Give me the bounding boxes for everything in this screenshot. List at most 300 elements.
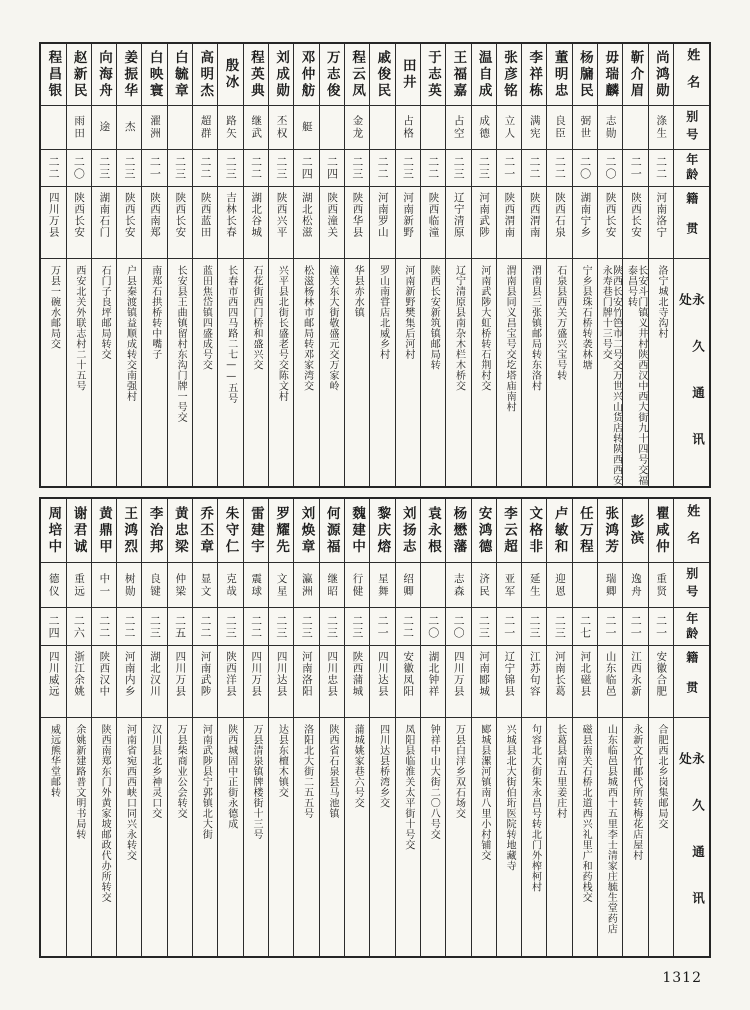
person-age-cell xyxy=(623,150,647,187)
person-name: 于志英 xyxy=(425,49,442,100)
directory-table-top xyxy=(39,42,711,488)
person-name: 程云凤 xyxy=(349,49,366,100)
person-column xyxy=(471,499,496,956)
person-native-place: 河南长葛 xyxy=(554,651,567,697)
person-native-place-cell xyxy=(446,646,470,718)
person-alias-cell xyxy=(168,106,192,150)
person-age: 二三 xyxy=(123,156,136,180)
person-name: 尚鸿勋 xyxy=(652,49,669,100)
person-native-place: 陕西蓝田 xyxy=(199,192,212,238)
person-name-cell xyxy=(244,499,268,563)
person-native-place-cell xyxy=(497,187,521,259)
person-name-cell xyxy=(67,499,91,563)
person-column xyxy=(217,499,242,956)
person-address-cell xyxy=(294,718,318,956)
person-native-place-cell xyxy=(269,187,293,259)
person-native-place: 四川万县 xyxy=(174,651,187,697)
person-native-place: 湖北谷城 xyxy=(250,192,263,238)
person-address-cell xyxy=(117,259,141,486)
person-age-cell xyxy=(649,608,673,646)
person-address: 石泉县西关万盛兴宝号转 xyxy=(554,265,566,381)
person-address-cell xyxy=(218,718,242,956)
person-address: 长春市西四马路二七——五号 xyxy=(225,265,237,404)
person-native-place-cell xyxy=(294,187,318,259)
person-age: 二二 xyxy=(401,614,415,639)
person-alias: 艇 xyxy=(300,121,313,134)
person-name: 李祥栋 xyxy=(526,49,543,100)
person-name-cell xyxy=(623,499,647,563)
person-name: 张彦铭 xyxy=(500,49,517,100)
person-alias: 瑞卿 xyxy=(604,572,617,598)
person-address-cell xyxy=(345,259,369,486)
person-age-cell xyxy=(421,608,445,646)
person-alias-cell xyxy=(623,106,647,150)
person-address: 余姚新建路普文明书局转 xyxy=(73,724,85,840)
header-address-cell xyxy=(674,718,709,956)
person-name-cell xyxy=(421,499,445,563)
person-name-cell xyxy=(396,499,420,563)
person-name: 魏建中 xyxy=(349,505,366,556)
person-column xyxy=(597,44,622,486)
person-column xyxy=(243,499,268,956)
person-address: 渭南县同义昌宝号交圪塔庙南村 xyxy=(504,265,516,412)
person-address-cell xyxy=(598,718,622,956)
person-native-place: 河南内乡 xyxy=(123,651,136,697)
person-name: 靳介眉 xyxy=(627,49,644,100)
person-name: 谢君诚 xyxy=(70,505,87,556)
person-age: 二二 xyxy=(123,614,136,639)
person-age: 二三 xyxy=(300,614,314,639)
header-name-cell xyxy=(674,499,709,563)
person-alias-cell xyxy=(269,106,293,150)
person-column xyxy=(217,44,242,486)
person-address: 石花街西门桥和盛兴交 xyxy=(251,265,263,370)
person-native-place-cell xyxy=(573,187,597,259)
person-name-cell xyxy=(193,499,217,563)
person-address: 潼关东大街敬盛元交万家岭 xyxy=(326,265,338,391)
person-address-cell xyxy=(67,718,91,956)
person-address: 永新文竹邮代所转梅花店屋村 xyxy=(630,724,642,861)
person-age-cell xyxy=(623,608,647,646)
person-alias-cell xyxy=(193,563,217,608)
person-address-cell xyxy=(547,259,571,486)
person-alias: 濯洲 xyxy=(149,115,162,140)
person-native-place: 河南罗山 xyxy=(376,192,389,238)
page-number: 1312 xyxy=(662,970,702,986)
person-native-place-cell xyxy=(598,187,622,259)
person-column xyxy=(622,499,647,956)
person-name-cell xyxy=(598,499,622,563)
person-address-cell xyxy=(168,718,192,956)
person-address-cell xyxy=(117,718,141,956)
person-age-cell xyxy=(446,608,470,646)
person-name-cell xyxy=(547,44,571,106)
person-address-cell xyxy=(573,259,597,486)
person-age: 二二 xyxy=(376,156,390,180)
person-age-cell xyxy=(218,150,242,187)
person-alias-cell xyxy=(573,563,597,608)
person-name-cell xyxy=(244,44,268,106)
person-name: 白映寰 xyxy=(146,49,163,100)
person-address-cell xyxy=(370,718,394,956)
person-age: 二一 xyxy=(376,614,390,639)
person-age: 二五 xyxy=(173,614,187,639)
person-address-cell xyxy=(41,259,65,486)
person-native-place: 陕西长安 xyxy=(73,192,86,238)
person-column xyxy=(445,499,470,956)
person-column xyxy=(546,499,571,956)
person-address: 西安北关外联志村二十五号 xyxy=(73,265,85,391)
person-age: 二三 xyxy=(528,614,541,639)
person-age: 二二 xyxy=(426,156,440,180)
person-native-place-cell xyxy=(41,187,65,259)
person-native-place: 辽宁清原 xyxy=(452,192,465,238)
person-native-place-cell xyxy=(92,187,116,259)
person-name: 李云超 xyxy=(500,505,517,556)
person-address: 兴平县北街长盛老号交陈文村 xyxy=(276,265,288,402)
person-age: 二一 xyxy=(654,614,668,639)
person-alias: 重贤 xyxy=(655,572,668,598)
person-alias: 重远 xyxy=(73,572,86,598)
person-alias: 济民 xyxy=(478,572,491,598)
person-address: 句容北大街朱永昌号转北门外榨柯村 xyxy=(529,724,541,892)
person-age: 二七 xyxy=(578,614,592,639)
person-alias: 良键 xyxy=(149,572,162,598)
person-name-cell xyxy=(446,499,470,563)
person-age-cell xyxy=(370,150,394,187)
person-native-place-cell xyxy=(92,646,116,718)
person-column xyxy=(420,499,445,956)
person-name-cell xyxy=(117,44,141,106)
person-column xyxy=(395,44,420,486)
person-address: 磁县南关石桥北道西兴礼里广和药栈交 xyxy=(580,724,592,903)
person-alias: 继武 xyxy=(250,115,263,140)
person-alias: 志勋 xyxy=(604,115,617,140)
person-alias: 行健 xyxy=(351,572,364,598)
person-name: 卢敏和 xyxy=(551,505,568,556)
person-column xyxy=(91,499,116,956)
person-address: 河南武陟大虹桥转石荆村交 xyxy=(478,265,490,391)
person-column xyxy=(41,499,65,956)
person-name-cell xyxy=(92,44,116,106)
person-name-cell xyxy=(320,44,344,106)
person-age: 二三 xyxy=(452,156,466,180)
person-name-cell xyxy=(446,44,470,106)
person-age-cell xyxy=(421,150,445,187)
person-name-cell xyxy=(92,499,116,563)
person-name-cell xyxy=(649,499,673,563)
person-address-cell xyxy=(244,259,268,486)
person-alias-cell xyxy=(472,563,496,608)
person-alias-cell xyxy=(497,106,521,150)
person-alias-cell xyxy=(446,106,470,150)
person-name-cell xyxy=(168,499,192,563)
person-native-place: 浙江余姚 xyxy=(73,651,86,697)
person-age-cell xyxy=(193,608,217,646)
person-alias-cell xyxy=(244,563,268,608)
person-alias-cell xyxy=(67,563,91,608)
person-alias-cell xyxy=(41,106,65,150)
person-age: 二三 xyxy=(224,156,238,180)
person-name-cell xyxy=(573,499,597,563)
person-age: 二四 xyxy=(325,156,339,180)
person-native-place: 湖北松滋 xyxy=(300,192,313,238)
person-address: 户县秦渡镇益顺成转交南强村 xyxy=(124,265,136,402)
person-column xyxy=(141,44,166,486)
person-native-place: 河南洛阳 xyxy=(300,651,313,697)
person-native-place-cell xyxy=(370,646,394,718)
person-name: 黄忠梁 xyxy=(171,505,188,556)
person-age-cell xyxy=(269,150,293,187)
person-native-place: 陕西临潼 xyxy=(427,192,440,238)
person-address-cell xyxy=(193,718,217,956)
person-name: 周培中 xyxy=(45,505,62,556)
person-column xyxy=(471,44,496,486)
person-name-cell xyxy=(522,499,546,563)
person-alias-cell xyxy=(472,106,496,150)
person-age: 二三 xyxy=(401,156,415,180)
person-name: 王鸿烈 xyxy=(121,505,138,556)
person-native-place-cell xyxy=(269,646,293,718)
person-name-cell xyxy=(142,44,166,106)
person-age-cell xyxy=(41,608,65,646)
header-native-place-cell xyxy=(674,187,709,259)
person-age-cell xyxy=(547,150,571,187)
person-name: 毋瑞麟 xyxy=(602,49,619,100)
person-alias-cell xyxy=(370,563,394,608)
person-address: 河南省宛西西峡口同兴永转交 xyxy=(124,724,136,861)
person-address: 石门子良坪邮局转交 xyxy=(99,265,111,360)
person-age-cell xyxy=(320,150,344,187)
person-column xyxy=(445,44,470,486)
person-age-cell xyxy=(244,150,268,187)
person-native-place-cell xyxy=(472,646,496,718)
person-age: 二一 xyxy=(603,614,617,639)
person-name: 刘焕章 xyxy=(298,505,315,556)
person-alias-cell xyxy=(649,563,673,608)
person-age-cell xyxy=(294,150,318,187)
person-alias: 文星 xyxy=(275,572,288,598)
person-age-cell xyxy=(142,608,166,646)
person-address: 汉川县北乡神灵口交 xyxy=(149,724,161,819)
person-native-place: 陕西蒲城 xyxy=(351,651,364,697)
person-address-cell xyxy=(472,259,496,486)
person-native-place-cell xyxy=(573,646,597,718)
person-native-place: 辽宁锦县 xyxy=(503,651,516,697)
header-age: 年龄 xyxy=(684,153,699,183)
person-address: 万县白洋乡双石场交 xyxy=(453,724,465,819)
person-native-place-cell xyxy=(547,646,571,718)
person-age: 二四 xyxy=(300,156,314,180)
person-name-cell xyxy=(320,499,344,563)
person-alias: 丕权 xyxy=(275,115,288,140)
person-address-cell xyxy=(446,718,470,956)
person-address: 钟祥中山大街二〇八号交 xyxy=(428,724,440,840)
person-age-cell xyxy=(142,150,166,187)
person-column xyxy=(496,44,521,486)
person-address-cell xyxy=(67,259,91,486)
person-column xyxy=(167,499,192,956)
person-address: 河南武陟县宁郭镇北大街 xyxy=(200,724,212,840)
person-native-place: 河南郾城 xyxy=(478,651,491,697)
person-native-place-cell xyxy=(370,187,394,259)
person-address: 兴城县北大街伯珩医院转地藏寺 xyxy=(504,724,516,871)
person-age-cell xyxy=(396,608,420,646)
person-name: 杨牖民 xyxy=(576,49,593,100)
person-alias: 成德 xyxy=(478,115,491,140)
person-native-place: 陕西渭南 xyxy=(528,192,541,238)
person-address: 渭南县三张镇邮局转东洛村 xyxy=(529,265,541,391)
person-address-cell xyxy=(269,718,293,956)
person-age-cell xyxy=(269,608,293,646)
person-address: 松滋杨林市邮局转邓家湾交 xyxy=(301,265,313,391)
person-age: 二三 xyxy=(148,614,162,639)
person-age: 二三 xyxy=(97,156,111,180)
person-name-cell xyxy=(294,44,318,106)
person-alias-cell xyxy=(547,106,571,150)
person-native-place-cell xyxy=(472,187,496,259)
person-age-cell xyxy=(67,608,91,646)
person-native-place: 湖南宁乡 xyxy=(579,192,592,238)
person-age-cell xyxy=(92,150,116,187)
person-alias-cell xyxy=(649,106,673,150)
person-native-place-cell xyxy=(218,646,242,718)
person-address: 陕西城固中正街永德成 xyxy=(225,724,237,829)
person-column xyxy=(521,499,546,956)
person-address-cell xyxy=(320,259,344,486)
person-address: 达县东檀木镇交 xyxy=(276,724,288,798)
person-name-cell xyxy=(522,44,546,106)
person-address: 长安斗门镇义井村陕西汉中西大街九十四号交福泰昌号转 xyxy=(625,265,647,486)
person-column xyxy=(622,44,647,486)
header-name-cell xyxy=(674,44,709,106)
person-age: 二一 xyxy=(148,156,162,180)
person-alias-cell xyxy=(117,106,141,150)
person-native-place: 湖南石门 xyxy=(98,192,111,238)
person-alias-cell xyxy=(244,106,268,150)
person-native-place: 湖北汉川 xyxy=(149,651,162,697)
person-native-place: 山东临邑 xyxy=(604,651,617,697)
person-name: 殷冰 xyxy=(222,58,239,91)
person-address-cell xyxy=(547,718,571,956)
person-name: 万志俊 xyxy=(323,49,340,100)
person-native-place-cell xyxy=(142,646,166,718)
person-alias-cell xyxy=(446,563,470,608)
header-address: 永久通讯处 xyxy=(677,752,706,938)
person-name-cell xyxy=(497,499,521,563)
person-native-place: 陕西南郑 xyxy=(149,192,162,238)
person-native-place: 陕西长安 xyxy=(174,192,187,238)
person-address-cell xyxy=(142,718,166,956)
person-age: 二〇 xyxy=(426,614,440,639)
person-address-cell xyxy=(522,259,546,486)
person-alias: 涤生 xyxy=(655,115,668,140)
person-native-place: 四川万县 xyxy=(250,651,263,697)
person-native-place: 江西永新 xyxy=(629,651,642,697)
person-name-cell xyxy=(294,499,318,563)
person-alias-cell xyxy=(142,106,166,150)
person-address: 合肥西北乡岗集邮局交 xyxy=(656,724,668,829)
person-native-place-cell xyxy=(320,646,344,718)
person-native-place: 河南武陟 xyxy=(199,651,212,697)
person-name-cell xyxy=(370,44,394,106)
person-alias-cell xyxy=(67,106,91,150)
person-column xyxy=(192,44,217,486)
person-address-cell xyxy=(396,718,420,956)
person-column xyxy=(243,44,268,486)
person-age-cell xyxy=(41,150,65,187)
person-column xyxy=(420,44,445,486)
person-column xyxy=(319,44,344,486)
person-name: 李治邦 xyxy=(146,505,163,556)
person-alias-cell xyxy=(522,563,546,608)
person-name: 安鸿德 xyxy=(475,505,492,556)
person-alias: 树勋 xyxy=(123,572,136,598)
person-address-cell xyxy=(522,718,546,956)
person-alias-cell xyxy=(92,563,116,608)
person-age-cell xyxy=(345,608,369,646)
person-alias: 德仪 xyxy=(47,572,60,598)
person-address: 凤阳县临淮关太平街十号交 xyxy=(402,724,414,850)
person-name: 刘扬志 xyxy=(399,505,416,556)
person-native-place-cell xyxy=(396,646,420,718)
person-name-cell xyxy=(598,44,622,106)
person-age-cell xyxy=(497,150,521,187)
person-alias-cell xyxy=(623,563,647,608)
person-native-place: 安徽合肥 xyxy=(655,651,668,697)
person-age-cell xyxy=(446,150,470,187)
person-name: 朱守仁 xyxy=(222,505,239,556)
person-name: 赵新民 xyxy=(70,49,87,100)
person-alias-cell xyxy=(320,563,344,608)
person-address: 万县柴商业公会转交 xyxy=(175,724,187,819)
person-name: 任万程 xyxy=(576,505,593,556)
person-native-place-cell xyxy=(244,646,268,718)
person-name: 杨懋藩 xyxy=(450,505,467,556)
person-name: 高明杰 xyxy=(197,49,214,100)
person-age-cell xyxy=(117,608,141,646)
header-age: 年龄 xyxy=(684,611,699,642)
person-address: 陕西南郑东门外黄家坡邮政代办所转交 xyxy=(99,724,111,903)
person-age: 二二 xyxy=(47,156,61,180)
person-age-cell xyxy=(573,608,597,646)
person-age-cell xyxy=(547,608,571,646)
person-address-cell xyxy=(269,259,293,486)
person-native-place: 四川达县 xyxy=(376,651,389,697)
person-address: 山东临邑县城西十五里李士清家庄毓生堂药店 xyxy=(605,724,617,934)
person-native-place-cell xyxy=(446,187,470,259)
person-address-cell xyxy=(573,718,597,956)
person-column xyxy=(116,499,141,956)
person-alias: 迎恩 xyxy=(554,572,567,598)
person-name-cell xyxy=(218,499,242,563)
person-age-cell xyxy=(472,608,496,646)
person-alias-cell xyxy=(218,563,242,608)
person-native-place-cell xyxy=(67,646,91,718)
person-alias-cell xyxy=(41,563,65,608)
header-alias: 别号 xyxy=(684,109,699,146)
person-alias: 金龙 xyxy=(351,115,364,140)
person-alias-cell xyxy=(497,563,521,608)
person-native-place: 河南新野 xyxy=(402,192,415,238)
header-alias-cell xyxy=(674,563,709,608)
person-address: 蓝田焦岱镇四盛成号交 xyxy=(200,265,212,370)
person-native-place: 四川威远 xyxy=(47,651,60,697)
person-age: 二二 xyxy=(249,614,263,639)
person-native-place-cell xyxy=(168,646,192,718)
person-age-cell xyxy=(598,608,622,646)
person-alias-cell xyxy=(573,106,597,150)
